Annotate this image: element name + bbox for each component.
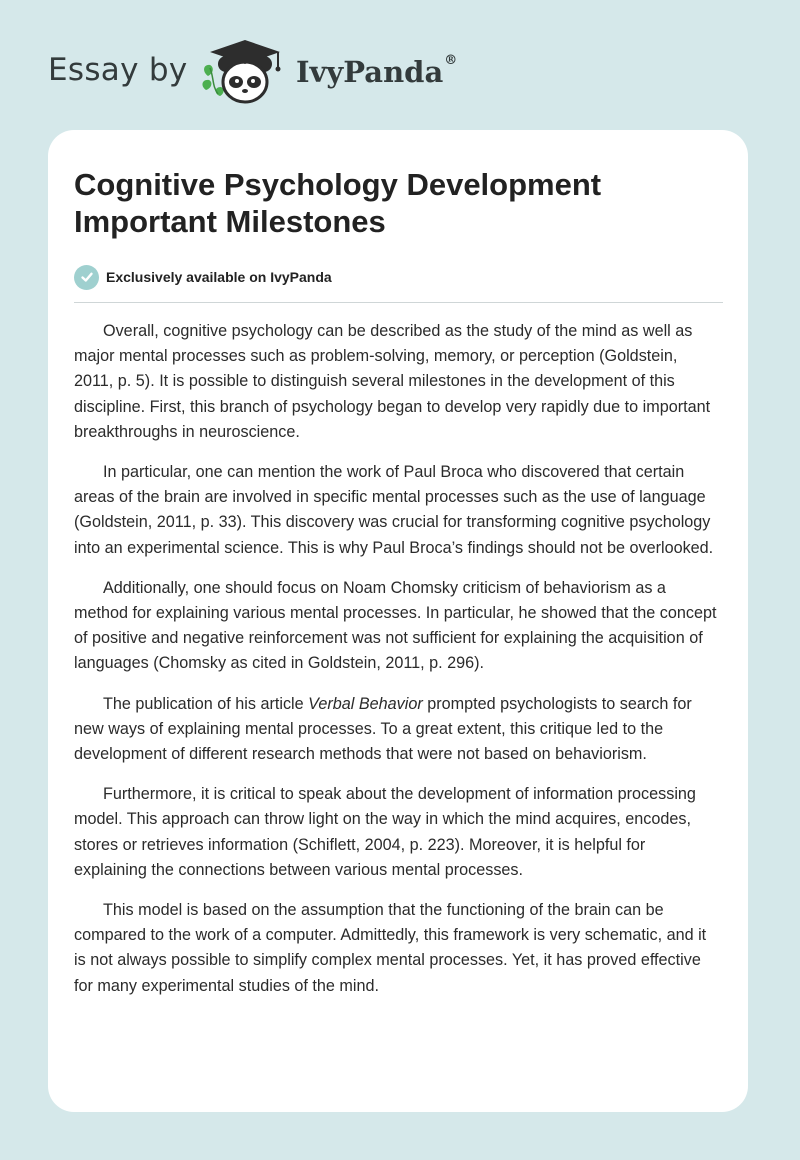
brand-name[interactable]: IvyPanda® <box>296 53 458 89</box>
paragraph-4-post: prompted psychologists to search for new ways of explaining mental processes. To a great extent, this critique led to the development of different research methods that were not based on behaviorism. <box>74 694 692 764</box>
registered-mark: ® <box>444 53 458 68</box>
paragraph-6: This model is based on the assumption that the functioning of the brain can be compared to the work of a computer. Admittedly, this framework is very schematic, and it is not always possible to simplify complex mental processes. Yet, it has proved effective for many experimental studies of the mind. <box>74 901 707 995</box>
paragraph-3: Additionally, one should focus on Noam Chomsky criticism of behaviorism as a method for explaining various mental processes. In particular, he showed that the concept of positive and negative reinforcement was not sufficient for explaining the acquisition of languages (Chomsky as cited in Goldstein, 2011, p. 296). <box>74 578 717 673</box>
paragraph-1: Overall, cognitive psychology can be described as the study of the mind as well as major mental processes such as problem-solving, memory, or perception (Goldstein, 2011, p. 5). It is possible to distinguish several milestones in the development of this discipline. First, this branch of psychology began to develop very rapidly due to important breakthroughs in neuroscience. <box>74 322 711 441</box>
site-header <box>0 0 800 130</box>
paragraph-2: In particular, one can mention the work of Paul Broca who discovered that certain areas of the brain are involved in specific mental processes such as the use of language (Goldstein, 2011, p. 33). This discovery was crucial for transforming cognitive psychology into an experimental science. This is why Paul Broca’s findings should not be overlooked. <box>74 463 714 557</box>
paragraph-5: Furthermore, it is critical to speak about the development of information processing model. This approach can throw light on the way in which the mind acquires, encodes, stores or retrieves information (Schiflett, 2004, p. 223). Moreover, it is helpful for explaining the connections between various mental processes. <box>74 785 696 879</box>
essay-by-label: Essay by <box>48 52 188 88</box>
badge-text: Exclusively available on IvyPanda <box>106 269 332 285</box>
exclusive-badge <box>74 264 332 290</box>
book-title-verbal-behavior: Verbal Behavior <box>308 694 423 713</box>
page-title: Cognitive Psychology Development Important Milestones <box>74 167 602 239</box>
essay-body <box>74 319 720 1014</box>
essay-card <box>48 130 748 1112</box>
divider <box>74 302 723 303</box>
paragraph-4-pre: The publication of his article <box>103 694 309 713</box>
check-circle-icon <box>74 265 99 290</box>
paragraph-4 <box>74 692 720 768</box>
panda-graduation-cap-icon <box>200 34 290 110</box>
